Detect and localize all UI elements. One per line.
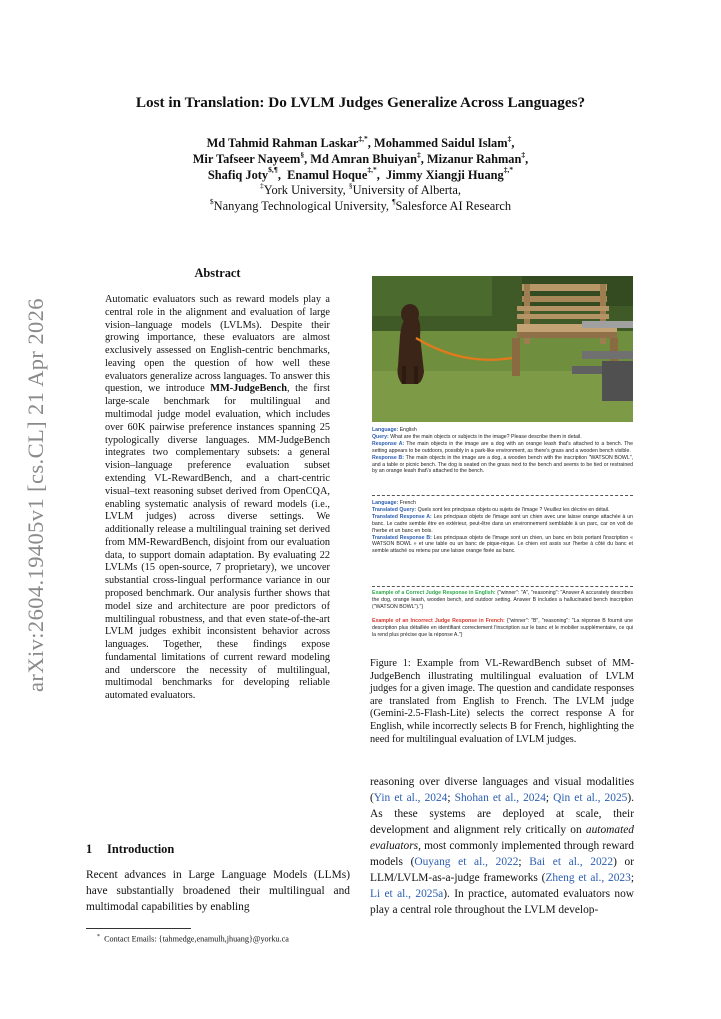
author-name: Mohammed Saidul Islam (374, 136, 508, 150)
fig-value: French (399, 500, 416, 506)
figure-photo-dog-bench (372, 276, 633, 422)
author-line-1: Md Tahmid Rahman Laskar‡,*, Mohammed Saidul Islam‡, (206, 133, 515, 150)
author-line-3: Shafiq Joty$,¶, Enamul Hoque‡,*, Jimmy Xiangji Huang‡,* (207, 165, 514, 182)
body-text: reasoning over diverse languages and visual modalities ( (370, 776, 634, 804)
author-name: Md Amran Bhuiyan (310, 151, 418, 166)
affiliation-marker: § (348, 181, 353, 191)
fig-label: Response B: (372, 454, 404, 461)
author-name: Mir Tafseer Nayeem (192, 151, 301, 166)
author-marker: ‡ (417, 149, 421, 159)
fig-label: Translated Response B: (372, 534, 432, 541)
fig-value: {"winner": "B", "reasoning": "La réponse B fournit une description plus détaillée en identifiant correctement l'inscription sur le banc et le mobilier supplémentaire, ce qui la rend plus précise que la réponse A."} (372, 618, 633, 638)
author-block (80, 133, 641, 215)
author-marker: ‡ (521, 149, 526, 159)
section-heading-introduction (86, 842, 174, 857)
author-name: Enamul Hoque (287, 167, 368, 182)
author-line-2: Mir Tafseer Nayeem§, Md Amran Bhuiyan‡, Mizanur Rahman‡, (192, 149, 529, 166)
author-marker: $,¶ (268, 165, 278, 175)
author-name: Md Tahmid Rahman Laskar (206, 136, 359, 150)
arxiv-identifier (22, 300, 50, 690)
abstract-body (105, 294, 330, 703)
figure-incorrect-judge (372, 618, 633, 639)
fig-value: {"winner": "A", "reasoning": "Answer A accurately describes the dog, orange leash, wooden bench, and outdoor setting. Answer B includes a hallucinated bench inscription ("WATSON BOWL")."} (372, 590, 633, 610)
section-title: Introduction (107, 842, 175, 856)
citation-link[interactable]: Yin et al., 2024 (373, 792, 448, 804)
footnote-rule (86, 928, 191, 929)
figure-french-block (372, 500, 633, 555)
fig-label-correct: Example of a Correct Judge Response in English: (372, 590, 496, 596)
abstract-heading: Abstract (194, 266, 241, 280)
citation-link[interactable]: Qin et al., 2025 (553, 792, 628, 804)
citation-link[interactable]: Zheng et al., 2023 (545, 872, 631, 884)
affiliation: University of Alberta, (352, 183, 461, 198)
footnote-text: Contact Emails: {tahmedge,enamulh,jhuang}@yorku.ca (104, 934, 289, 944)
affiliation: Nanyang Technological University, (213, 199, 393, 214)
body-text: ; (447, 792, 455, 804)
affiliation-line-1 (80, 183, 641, 199)
footnote (97, 934, 367, 944)
benchmark-name: MM-JudgeBench (210, 383, 287, 395)
figure-caption: Figure 1: Example from VL-RewardBench subset of MM-JudgeBench illustrating multilingual evaluation of LVLM judges for a given image. The question and candidate responses are translated from English to French. The LVLM judge (Gemini-2.5-Flash-Lite) selects the correct response A for English, while incorrectly selects B for French, highlighting the need for multilingual evaluation of LVLM judges. (370, 658, 634, 745)
author-name: Jimmy Xiangji Huang (386, 167, 504, 182)
figure-french-language (372, 500, 633, 507)
author-marker: § (300, 149, 305, 159)
citation-link[interactable]: Li et al., 2025a (370, 888, 444, 900)
fig-value: English (399, 427, 417, 433)
fig-value: What are the main objects or subjects in the image? Please describe them in detail. (390, 433, 582, 440)
dog-bench-illustration (372, 276, 633, 422)
paper-title: Lost in Translation: Do LVLM Judges Generalize Across Languages? (135, 94, 586, 111)
figure-divider (372, 495, 633, 496)
affiliation-marker: ¶ (392, 197, 396, 207)
figure-divider (372, 586, 633, 587)
citation-link[interactable]: Bai et al., 2022 (529, 856, 614, 868)
arxiv-identifier-text: arXiv:2604.19405v1 [cs.CL] 21 Apr 2026 (23, 298, 48, 692)
footnote-marker: * (97, 934, 100, 940)
section-number: 1 (86, 842, 93, 856)
author-marker: ‡,* (503, 165, 514, 175)
fig-label: Translated Response A: (372, 513, 432, 520)
fig-label: Language: (372, 427, 399, 433)
body-text: ; (518, 856, 530, 868)
author-marker: ‡,* (367, 165, 377, 175)
figure-english-response-a (372, 441, 633, 455)
citation-link[interactable]: Shohan et al., 2024 (454, 792, 546, 804)
figure-english-response-b (372, 455, 633, 476)
figure-english-block (372, 427, 633, 475)
figure-correct-judge (372, 590, 633, 611)
fig-label: Query: (372, 433, 389, 440)
figure-french-response-b (372, 535, 633, 556)
body-text: , most commonly implemented through reward models ( (370, 840, 634, 868)
abstract-text: Automatic evaluators such as reward models play a central role in the alignment and evaluation of large vision–language models (LVLMs). Despite their growing importance, these evaluators are almost exclusively assessed on English-centric benchmarks, leaving open the question of how well these evaluators generalize across languages. To answer this question, we introduce (105, 294, 330, 395)
author-marker: ‡ (507, 133, 512, 143)
body-text: ; (545, 792, 554, 804)
affiliation: Salesforce AI Research (395, 199, 512, 214)
figure-english-language (372, 427, 633, 434)
fig-label-incorrect: Example of an Incorrect Judge Response in French: (372, 618, 505, 624)
affiliation-marker: $ (209, 197, 214, 207)
fig-value: Quels sont les principaux objets ou sujets de l'image ? Veuillez les décrire en détail. (417, 506, 610, 513)
emphasis-text: automated evaluators (370, 824, 634, 852)
fig-value: The main objects in the image are a dog, a wooden bench with the inscription "WATSON BOWL", and a table or picnic bench. The dog is seated on the grass next to the bench and seems to be tied or restrained by an orange leash that\'s attached to the bench. (372, 454, 633, 475)
fig-label: Language: (372, 500, 399, 506)
fig-label: Response A: (372, 440, 405, 447)
figure-english-query (372, 434, 633, 441)
abstract-text: , the first large-scale benchmark for multilingual and multimodal judge model evaluation, which includes over 60K pairwise preference instances spanning 25 typologically diverse languages. MM-JudgeBench integrates two complementary subsets: a general vision–language preference evaluation subset extending VL-RewardBench, and a chart-centric visual–text reasoning subset derived from OpenCQA, enabling systematic analysis of reward models (i.e., LVLM judges) across diverse settings. We additionally release a multilingual training set derived from MM-RewardBench, disjoint from our evaluation data, to support domain adaptation. By evaluating 22 LVLMs (15 open-source, 7 proprietary), we uncover substantial cross-lingual performance variance in our proposed benchmark. Our analysis further shows that model size and architecture are poor predictors of multilingual robustness, and that even state-of-the-art LVLM judges exhibit inconsistent behavior across languages. Together, these findings expose fundamental limitations of current reward modeling and underscore the necessity of multilingual, multimodal benchmarks for developing reliable automated evaluators. (105, 383, 330, 702)
author-name: Mizanur Rahman (426, 151, 522, 166)
body-text: ; (630, 872, 634, 884)
fig-label: Translated Query: (372, 506, 417, 513)
fig-value: Les principaux objets de l'image sont un chien, un banc en bois portant l'inscription « WATSON BOWL » et une table ou un banc de pique-nique. Le chien est assis sur l'herbe à côté du banc et semble attaché ou retenu par une laisse orange fixée au banc. (372, 534, 633, 555)
affiliation-marker: ‡ (260, 181, 264, 191)
intro-paragraph: Recent advances in Large Language Models (LLMs) have substantially broadened their multilingual and multimodal capabilities by enabling (86, 869, 350, 913)
right-column-paragraph (370, 774, 634, 918)
fig-value: The main objects in the image are a dog with an orange leash that's attached to a bench. The setting appears to be outdoors, possibly in a park-like environment, as there's grass and a wooden bench visible. (372, 440, 634, 454)
body-text: ) or LLM/LVLM-as-a-judge frameworks ( (370, 856, 635, 884)
author-marker: ‡,* (358, 133, 368, 143)
affiliation: York University, (263, 183, 349, 198)
figure-french-query (372, 507, 633, 514)
figure-french-response-a (372, 514, 633, 535)
author-name: Shafiq Joty (207, 167, 269, 182)
body-text: ). In practice, automated evaluators now play a central role throughout the LVLM develop- (370, 888, 635, 916)
citation-link[interactable]: Ouyang et al., 2022 (414, 856, 519, 868)
fig-value: Les principaux objets de l'image sont un chien avec une laisse orange attachée à un banc. Le cadre semble être en extérieur, peut-être dans un environnement semblable à un parc, car on voit de l'herbe et un banc en bois. (372, 513, 633, 534)
affiliation-line-2 (80, 199, 641, 215)
body-text: ). As these systems are deployed at scale, their development and alignment rely critically on (370, 792, 634, 836)
